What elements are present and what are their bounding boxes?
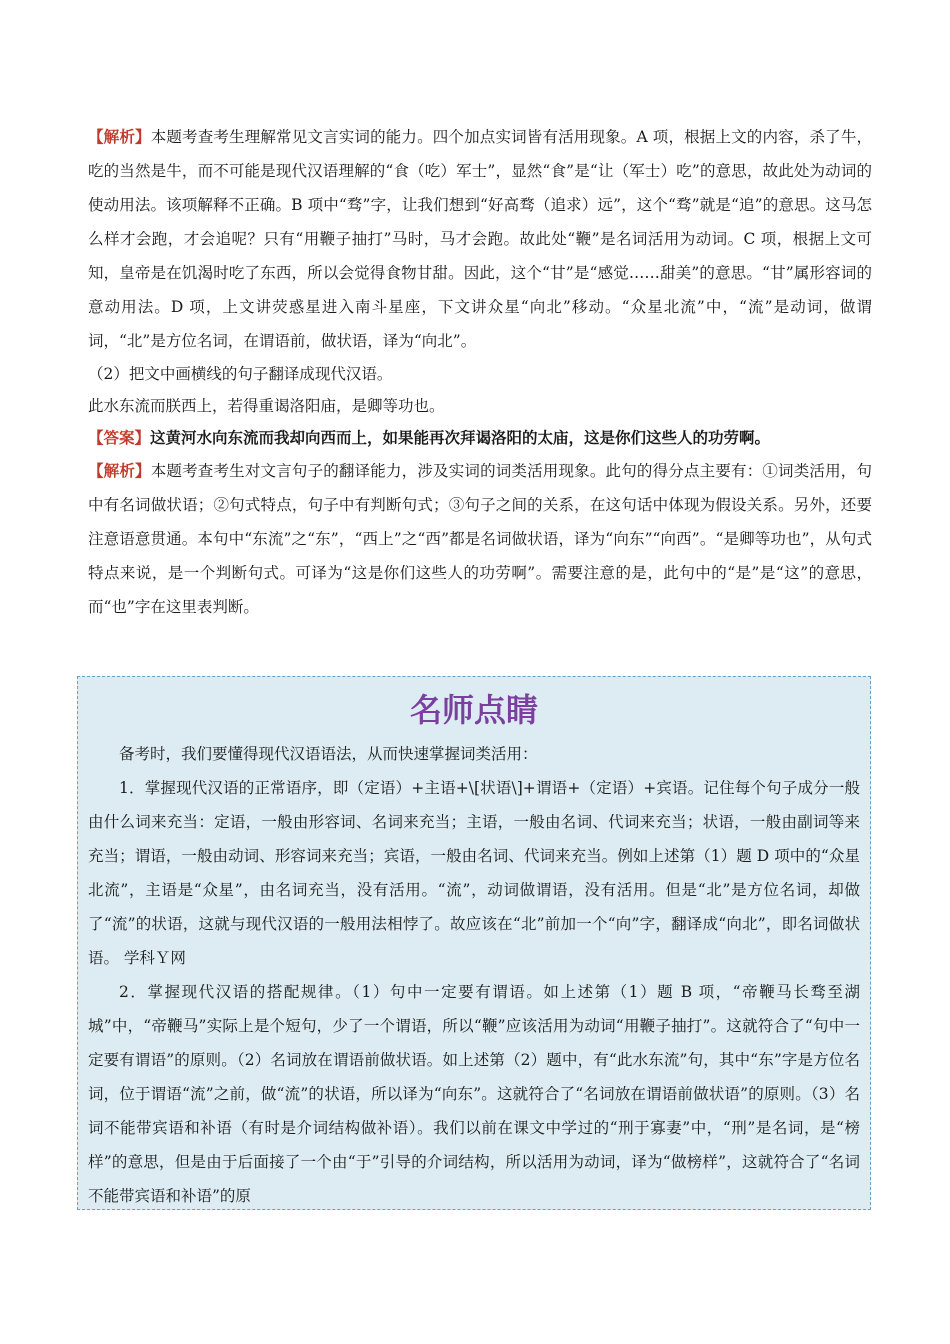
main-content [88, 120, 872, 624]
analysis-tag: 【解析】 [88, 127, 151, 146]
question-2: （2）把文中画横线的句子翻译成现代汉语。 [88, 365, 393, 383]
tip-box [77, 676, 871, 1210]
answer-tag: 【答案】 [88, 428, 151, 447]
tip-intro: 备考时，我们要懂得现代汉语语法，从而快速掌握词类活用： [119, 745, 538, 763]
analysis-text: 本题考查考生对文言句子的翻译能力，涉及实词的词类活用现象。此句的得分点主要有：①词类活用，句中有名词做状语；②句式特点，句子中有判断句式；③句子之间的关系，在这句话中体现为假设关系。另外，还要注意语意贯通。本句中“东流”之“东”，“西上”之“西”都是名词做状语，译为“向东”“向西”。“是卿等功也”，从句式特点来说，是一个判断句式。可译为“这是你们这些人的功劳啊”。需要注意的是，此句中的“是”是“这”的意思，而“也”字在这里表判断。 [88, 462, 872, 616]
analysis-paragraph-2 [88, 454, 872, 624]
tip-point-1: 1．掌握现代汉语的正常语序，即（定语）+主语+\[状语\]+谓语+（定语）+宾语。记住每个句子成分一般由什么词来充当：定语，一般由形容词、名词来充当；主语，一般由名词、代词来充当；状语，一般由副词等来充当；谓语，一般由动词、形容词来充当；宾语，一般由名词、代词来充当。例如上述第（1）题 D 项中的“众星北流”，主语是“众星”，由名词充当，没有活用。“流”，动词做谓语，没有活用。但是“北”是方位名词，却做了“流”的状语，这就与现代汉语的一般用法相悖了。故应该在“北”前加一个“向”字，翻译成“向北”，即名词做状语。 学科Ｙ网 [88, 779, 860, 967]
analysis-paragraph-1 [88, 120, 872, 358]
tip-point-2: 2．掌握现代汉语的搭配规律。（1）句中一定要有谓语。如上述第（1）题 B 项，“帝鞭马长骛至湖城”中，“帝鞭马”实际上是个短句，少了一个谓语，所以“鞭”应该活用为动词“用鞭子抽打”。这就符合了“句中一定要有谓语”的原则。（2）名词放在谓语前做状语。如上述第（2）题中，有“此水东流”句，其中“东”字是方位名词，位于谓语“流”之前，做“流”的状语，所以译为“向东”。这就符合了“名词放在谓语前做状语”的原则。（3）名词不能带宾语和补语（有时是介词结构做补语）。我们以前在课文中学过的“刑于寡妻”中，“刑”是名词，是“榜样”的意思，但是由于后面接了一个由“于”引导的介词结构，所以活用为动词，译为“做榜样”，这就符合了“名词不能带宾语和补语”的原 [88, 983, 860, 1205]
tip-box-title: 名师点睛 [409, 691, 538, 729]
source-sentence: 此水东流而朕西上，若得重谒洛阳庙，是卿等功也。 [88, 397, 445, 415]
answer-paragraph [88, 422, 872, 454]
tip-box-body [78, 737, 870, 1210]
analysis-tag: 【解析】 [88, 461, 151, 480]
analysis-text: 本题考查考生理解常见文言实词的能力。四个加点实词皆有活用现象。A 项，根据上文的内容，杀了牛，吃的当然是牛，而不可能是现代汉语理解的“食（吃）军士”，显然“食”是“让（军士）吃”的意思，故此处为动词的使动用法。该项解释不正确。B 项中“骛”字，让我们想到“好高骛（追求）远”，这个“骛”就是“追”的意思。这马怎么样才会跑，才会追呢？只有“用鞭子抽打”马时，马才会跑。故此处“鞭”是名词活用为动词。C 项，根据上文可知，皇帝是在饥渴时吃了东西，所以会觉得食物甘甜。因此，这个“甘”是“感觉……甜美”的意思。“甘”属形容词的意动用法。D 项，上文讲荧惑星进入南斗星座，下文讲众星“向北”移动。“众星北流”中，“流”是动词，做谓词，“北”是方位名词，在谓语前，做状语，译为“向北”。 [88, 128, 872, 350]
answer-text: 这黄河水向东流而我却向西而上，如果能再次拜谒洛阳的太庙，这是你们这些人的功劳啊。 [150, 428, 771, 447]
